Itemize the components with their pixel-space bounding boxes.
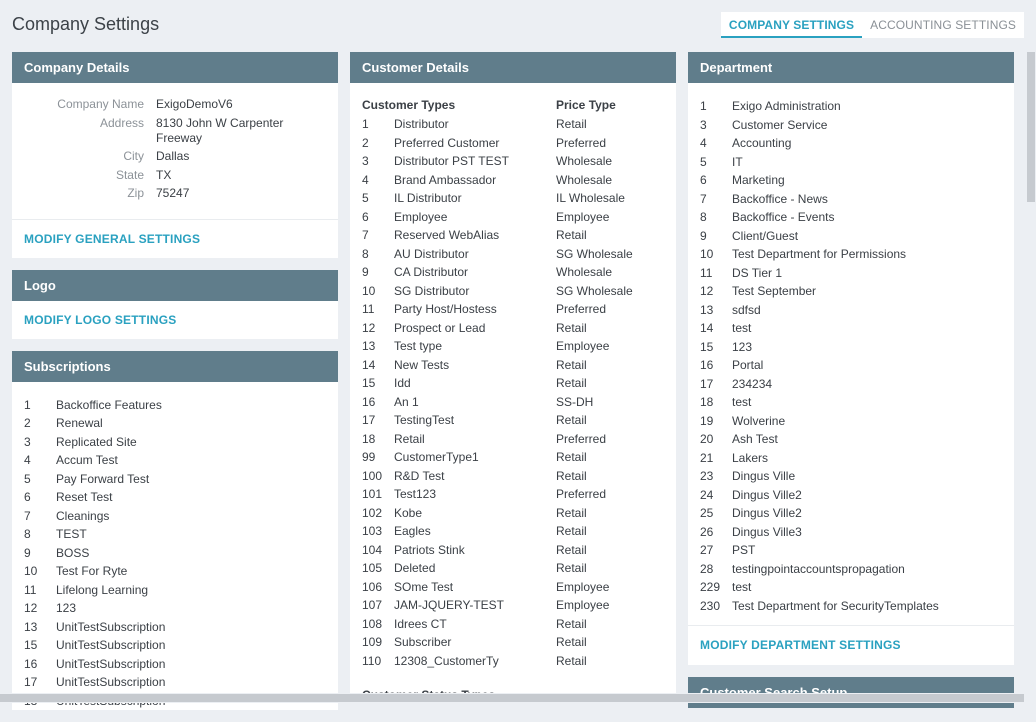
scrollbar-thumb[interactable] [1027,52,1035,202]
modify-general-settings-link[interactable]: MODIFY GENERAL SETTINGS [24,231,201,246]
item-id: 109 [362,635,383,649]
list-item [700,282,1002,301]
item-name: Eagles [394,524,431,538]
list-item [362,374,664,393]
item-name: UnitTestSubscription [56,656,166,671]
item-price-type: Preferred [556,487,607,501]
item-id: 11 [24,582,37,597]
list-item [700,227,1002,246]
item-id: 14 [362,357,376,372]
list-item [24,636,326,655]
zip-row [24,186,326,201]
item-price-type: Employee [556,579,610,594]
item-price-type: Preferred [556,431,607,446]
item-name: An 1 [394,394,419,409]
subscriptions-panel [12,351,338,711]
list-item [700,153,1002,172]
list-item [700,393,1002,412]
page-title: Company Settings [12,14,160,34]
price-type-column-header: Price Type [556,98,616,112]
company-name-row [24,97,326,112]
item-name: Test Department for Permissions [732,247,907,261]
list-item [24,433,326,452]
list-item [24,414,326,433]
list-item [700,264,1002,283]
list-item [700,578,1002,597]
item-id: 18 [700,395,714,409]
item-id: 106 [362,579,383,594]
list-item [362,652,664,671]
list-item [362,226,664,245]
item-id: 21 [700,450,714,465]
customer-types-column-header: Customer Types [362,98,456,112]
list-item [362,411,664,430]
item-id: 102 [362,505,383,520]
list-item [700,97,1002,116]
item-id: 28 [700,561,714,576]
item-id: 8 [24,527,31,541]
item-id: 26 [700,524,714,539]
item-price-type: Employee [556,598,610,612]
item-price-type: Wholesale [556,265,613,279]
item-id: 1 [700,99,707,113]
item-id: 99 [362,450,376,464]
list-item [24,470,326,489]
item-price-type: Retail [556,413,587,427]
item-id: 5 [362,191,369,205]
item-id: 7 [362,228,369,242]
item-name: SOme Test [394,579,454,594]
item-name: Retail [394,431,425,446]
list-item [362,152,664,171]
field-label: Company Name [57,97,144,111]
item-name: Dingus Ville3 [732,524,802,539]
item-id: 3 [700,117,707,132]
list-item [362,504,664,523]
item-name: Cleanings [56,508,110,523]
middle-column [350,52,676,714]
item-name: Pay Forward Test [56,471,150,486]
subscriptions-list [12,382,338,711]
list-item [700,116,1002,135]
item-id: 12 [700,284,714,298]
item-name: Prospect or Lead [394,320,486,335]
list-item [24,451,326,470]
item-id: 18 [362,431,376,446]
panel-header: Company Details [12,52,338,83]
field-value: 75247 [156,186,190,200]
item-name: 234234 [732,376,773,391]
item-name: Renewal [56,416,103,430]
item-name: testingpointaccountspropagation [732,561,905,576]
item-id: 12 [24,601,38,615]
item-price-type: IL Wholesale [556,191,625,205]
state-row [24,168,326,183]
item-id: 1 [24,397,31,412]
item-price-type: Retail [556,357,587,372]
list-item [700,245,1002,264]
item-name: Distributor PST TEST [394,154,509,168]
item-name: Test September [732,284,817,298]
list-item [362,522,664,541]
item-name: Customer Service [732,117,828,132]
item-id: 16 [24,656,38,671]
item-price-type: SS-DH [556,394,594,409]
horizontal-scrollbar[interactable] [0,693,1036,703]
list-item [362,485,664,504]
list-item [362,559,664,578]
field-value: Dallas [156,149,190,163]
item-name: 12308_CustomerTy [394,653,499,668]
item-price-type: Retail [556,561,587,575]
item-name: UnitTestSubscription [56,619,166,634]
item-price-type: Retail [556,468,587,483]
item-id: 101 [362,487,383,501]
item-id: 9 [700,228,707,243]
item-id: 110 [362,653,382,668]
item-name: UnitTestSubscription [56,638,166,652]
item-name: Idd [394,376,411,390]
item-name: Dingus Ville2 [732,506,802,520]
list-item [362,430,664,449]
item-id: 16 [700,358,714,372]
item-name: SG Distributor [394,283,470,298]
item-name: Test type [394,339,443,353]
item-id: 16 [362,394,376,409]
list-item [362,245,664,264]
list-item [362,208,664,227]
item-name: Kobe [394,505,423,520]
item-id: 9 [24,545,31,560]
item-id: 11 [700,265,713,280]
item-name: Accounting [732,136,792,150]
item-id: 6 [24,490,31,504]
item-name: DS Tier 1 [732,265,783,280]
item-id: 6 [362,209,369,224]
item-id: 11 [362,302,375,316]
item-id: 25 [700,506,714,520]
company-details-panel [12,52,338,258]
item-price-type: Retail [556,542,587,557]
item-name: Idrees CT [394,616,447,631]
list-item [24,562,326,581]
item-id: 17 [700,376,714,391]
list-item [700,356,1002,375]
left-column [12,52,338,722]
item-name: AU Distributor [394,246,469,261]
item-name: Backoffice Features [56,397,162,412]
list-item [700,171,1002,190]
item-name: Dingus Ville [732,469,796,483]
item-price-type: Wholesale [556,154,613,168]
settings-tabs [721,12,1024,38]
item-name: JAM-JQUERY-TEST [394,598,505,612]
item-id: 15 [700,339,714,354]
item-price-type: Preferred [556,135,607,150]
list-item [362,633,664,652]
field-label: City [123,149,144,163]
department-panel [688,52,1014,665]
list-item [362,300,664,319]
field-label: State [115,167,144,182]
tab-company-settings[interactable]: COMPANY SETTINGS [721,12,862,38]
item-id: 8 [362,246,369,261]
customer-types-table-header [350,83,676,115]
item-id: 15 [362,376,376,390]
logo-panel [12,270,338,339]
item-id: 107 [362,598,383,612]
item-name: TEST [56,527,87,541]
item-id: 10 [362,283,376,298]
item-id: 100 [362,468,383,483]
item-name: test [732,395,752,409]
list-item [24,525,326,544]
list-item [362,282,664,301]
vertical-scrollbar[interactable] [1026,44,1036,694]
field-label: Zip [127,186,144,200]
list-item [700,190,1002,209]
list-item [362,356,664,375]
item-id: 10 [24,564,38,578]
list-item [700,467,1002,486]
item-name: Patriots Stink [394,542,465,557]
list-item [362,393,664,412]
item-name: CA Distributor [394,265,469,279]
item-name: Distributor [394,117,449,131]
item-name: Lakers [732,450,769,465]
modify-department-settings-link[interactable]: MODIFY DEPARTMENT SETTINGS [700,638,901,652]
list-item [362,541,664,560]
item-name: Subscriber [394,635,452,649]
list-item [362,448,664,467]
item-name: Wolverine [732,413,786,428]
item-name: Lifelong Learning [56,582,149,597]
list-item [362,596,664,615]
item-name: Employee [394,209,448,224]
item-name: Backoffice - Events [732,210,835,224]
item-price-type: Retail [556,376,587,390]
list-item [700,597,1002,616]
item-name: New Tests [394,357,450,372]
item-price-type: Retail [556,524,587,538]
item-name: Test For Ryte [56,564,128,578]
department-list [688,83,1014,615]
address-row [24,116,326,146]
item-id: 4 [700,136,707,150]
item-name: Dingus Ville2 [732,487,802,502]
list-item [24,488,326,507]
item-price-type: Retail [556,450,587,464]
modify-logo-settings-link[interactable]: MODIFY LOGO SETTINGS [24,312,177,327]
item-id: 14 [700,321,714,335]
item-price-type: Retail [556,635,587,649]
item-name: Client/Guest [732,228,799,243]
item-id: 4 [24,453,31,467]
list-item [362,115,664,134]
item-id: 104 [362,542,383,557]
item-name: PST [732,543,756,557]
customer-types-table [350,115,676,670]
list-item [24,544,326,563]
list-item [24,618,326,637]
item-name: Reserved WebAlias [394,228,500,242]
item-id: 2 [362,135,369,150]
item-name: 123 [56,601,77,615]
item-name: Test123 [394,487,437,501]
list-item [362,134,664,153]
item-price-type: Wholesale [556,172,613,187]
item-price-type: Retail [556,653,587,668]
item-id: 3 [24,434,31,449]
item-id: 108 [362,616,383,631]
list-item [362,615,664,634]
list-item [700,375,1002,394]
item-name: R&D Test [394,468,445,483]
list-item [24,396,326,415]
item-id: 5 [24,471,31,486]
list-item [700,449,1002,468]
item-id: 24 [700,487,714,502]
list-item [700,523,1002,542]
item-name: sdfsd [732,302,761,317]
list-item [700,208,1002,227]
list-item [700,301,1002,320]
item-id: 20 [700,432,714,446]
list-item [700,486,1002,505]
item-name: Deleted [394,561,436,575]
item-id: 7 [700,191,707,206]
item-id: 7 [24,508,31,523]
item-price-type: Retail [556,505,587,520]
item-id: 9 [362,265,369,279]
list-item [24,581,326,600]
item-name: test [732,580,752,594]
item-id: 1 [362,117,369,131]
item-name: Party Host/Hostess [394,302,497,316]
item-name: Brand Ambassador [394,172,497,187]
field-value: ExigoDemoV6 [156,97,233,111]
field-value: 8130 John W Carpenter Freeway [156,115,284,145]
list-item [362,171,664,190]
list-item [700,134,1002,153]
item-name: BOSS [56,545,90,560]
customer-details-panel [350,52,676,702]
item-name: UnitTestSubscription [56,675,166,689]
item-name: Marketing [732,173,785,187]
scrollbar-thumb[interactable] [0,694,1024,702]
item-name: Ash Test [732,432,778,446]
item-name: Preferred Customer [394,135,500,150]
list-item [24,599,326,618]
item-id: 19 [700,413,714,428]
item-id: 13 [24,619,38,634]
item-id: 17 [24,675,38,689]
item-name: TestingTest [394,413,455,427]
list-item [362,578,664,597]
list-item [700,430,1002,449]
item-price-type: SG Wholesale [556,283,633,298]
item-price-type: Employee [556,209,610,224]
item-id: 229 [700,580,721,594]
tab-accounting-settings[interactable]: ACCOUNTING SETTINGS [870,18,1016,32]
list-item [700,560,1002,579]
list-item [700,504,1002,523]
panel-header: Subscriptions [12,351,338,382]
item-price-type: Preferred [556,302,607,316]
field-label: Address [99,115,144,130]
item-id: 17 [362,413,376,427]
field-value: TX [156,167,172,182]
item-name: IT [732,154,743,169]
company-details-fields [12,83,338,209]
item-id: 15 [24,638,38,652]
city-row [24,149,326,164]
list-item [700,319,1002,338]
item-name: Reset Test [56,490,113,504]
item-id: 4 [362,172,369,187]
item-id: 5 [700,154,707,169]
item-id: 2 [24,416,31,430]
item-name: Replicated Site [56,434,137,449]
list-item [362,319,664,338]
list-item [700,412,1002,431]
item-price-type: SG Wholesale [556,246,633,261]
item-price-type: Retail [556,320,587,335]
item-name: 123 [732,339,753,354]
panel-header: Customer Details [350,52,676,83]
item-id: 6 [700,173,707,187]
panel-header: Logo [12,270,338,301]
item-price-type: Retail [556,228,587,242]
item-name: test [732,321,752,335]
item-name: Backoffice - News [732,191,828,206]
list-item [362,337,664,356]
list-item [24,655,326,674]
item-name: Accum Test [56,453,118,467]
item-name: CustomerType1 [394,450,479,464]
list-item [24,507,326,526]
item-name: Exigo Administration [732,99,841,113]
item-id: 13 [700,302,714,317]
item-name: IL Distributor [394,191,462,205]
item-price-type: Retail [556,616,587,631]
list-item [362,263,664,282]
list-item [24,673,326,692]
item-id: 8 [700,210,707,224]
item-name: Test Department for SecurityTemplates [732,598,939,613]
item-id: 230 [700,598,721,613]
list-item [700,541,1002,560]
item-id: 12 [362,320,376,335]
item-id: 13 [362,339,376,353]
item-price-type: Retail [556,117,587,131]
item-id: 27 [700,543,714,557]
item-id: 10 [700,247,714,261]
item-id: 3 [362,154,369,168]
item-id: 105 [362,561,383,575]
list-item [700,338,1002,357]
item-price-type: Employee [556,339,610,353]
item-id: 23 [700,469,714,483]
list-item [362,189,664,208]
item-id: 103 [362,524,383,538]
right-column [688,52,1014,720]
item-name: Portal [732,358,764,372]
panel-header: Department [688,52,1014,83]
list-item [362,467,664,486]
